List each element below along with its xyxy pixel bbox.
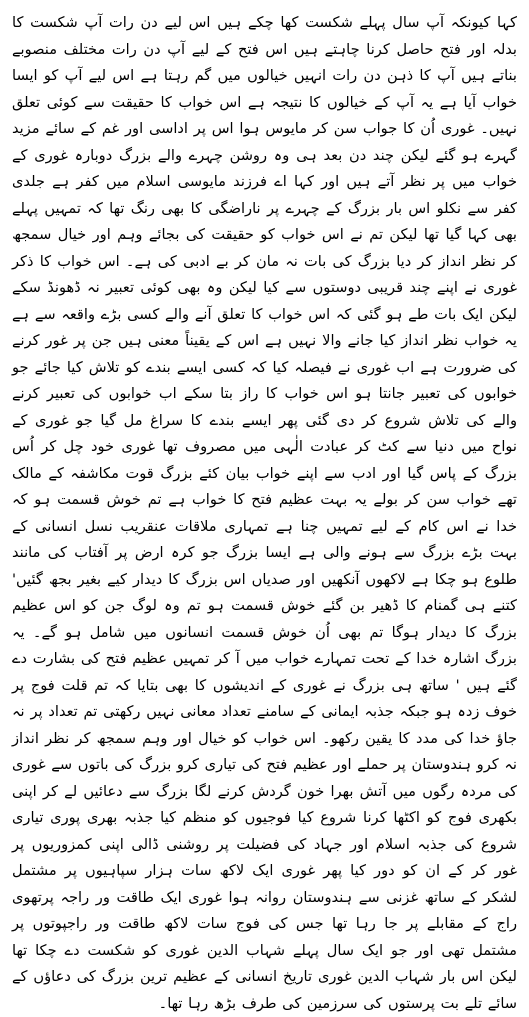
urdu-paragraph: کہا کیونکہ آپ سال پہلے شکست کھا چکے ہیں اس لیے دن رات آپ شکست کا بدلہ اور فتح حاصل کرنا چاہتے ہیں اس فتح کے لیے آپ دن رات مختلف منصوبے بناتے ہیں آپ کا ذہن دن رات انہیں خیالوں میں گم رہتا ہے اس لیے آپ کو ایسا خواب آیا ہے یہ آپ کے خیالوں کا نتیجہ ہے اس خواب کا حقیقت سے کوئی تعلق نہیں۔ غوری اُن کا جواب سن کر مایوس ہوا اس پر اداسی اور غم کے سائے مزید گہرے ہو گئے لیکن چند دن بعد ہی وہ روشن چہرے والے بزرگ دوبارہ غوری کے خواب میں پر نظر آتے ہیں اور کہا اے فرزند مایوسی اسلام میں کفر ہے جلدی کفر سے نکلو اس بار بزرگ کے چہرے پر ناراضگی کا بھی رنگ تھا کہ تمہیں پہلے بھی کہا گیا تھا لیکن تم نے اس خواب کو حقیقت کی بجائے وہم اور خیال سمجھ کر نظر انداز کر دیا بزرگ کی بات نہ مان کر بے ادبی کی ہے۔ اس خواب کا ذکر غوری نے اپنے چند قریبی دوستوں سے کیا لیکن وہ بھی کوئی تعبیر نہ ڈھونڈ سکے لیکن ایک بات طے ہو گئی کہ اس خواب کا تعلق آنے والے کسی بڑے واقعہ سے ہے یہ خواب نظر انداز کیا جانے والا نہیں ہے اس کے یقیناً معنی ہیں جن پر غور کرنے کی ضرورت ہے اب غوری نے فیصلہ کیا کہ کسی ایسے بندے کو تلاش کیا جائے جو خوابوں کی تعبیر جانتا ہو اس خواب کا راز بتا سکے اب خوابوں کی تعبیر کرنے والے کی تلاش شروع کر دی گئی پھر ایسے بندے کا سراغ مل گیا جو غوری کے نواح میں دنیا سے کٹ کر عبادت الٰہی میں مصروف تھا غوری خود چل کر اُس بزرگ کے پاس گیا اور ادب سے اپنے خواب بیان کئے بزرگ قوت مکاشفہ کے مالک تھے خواب سن کر بولے یہ بہت عظیم فتح کا خواب ہے تم خوش قسمت ہو کہ خدا نے اس کام کے لیے تمہیں چنا ہے تمہاری ملاقات عنقریب نسل انسانی کے بہت بڑے بزرگ سے ہونے والی ہے ایسا بزرگ جو کرہ ارض پر آفتاب کی مانند طلوع ہو چکا ہے لاکھوں آنکھیں اور صدیاں اس بزرگ کا دیدار کیے بغیر بجھ گئیں' کتنے ہی گمنام کا ڈھیر بن گئے خوش قسمت ہو تم وہ لوگ جن کو اس عظیم بزرگ کا دیدار ہوگا تم بھی اُن خوش قسمت انسانوں میں شامل ہو گے۔ یہ بزرگ اشارہ خدا کے تحت تمہارے خواب میں آ کر تمہیں عظیم فتح کی بشارت دے گئے ہیں ' ساتھ ہی بزرگ نے غوری کے اندیشوں کا بھی بتایا کہ تم قلت فوج پر خوف زدہ ہو جبکہ جذبہ ایمانی کے سامنے تعداد معانی نہیں رکھتی تم تعداد پر نہ جاؤ خدا کی مدد کا یقین رکھو۔ اس خواب کو خیال اور وہم سمجھ کر نظر انداز نہ کرو ہندوستان پر حملے اور عظیم فتح کی تیاری کرو بزرگ کی باتوں سے غوری کی مردہ رگوں میں آتش بھرا خون گردش کرنے لگا بزرگ سے دعائیں لے کر اپنی بکھری فوج کو اکٹھا کرنا شروع کیا فوجیوں کو منظم کیا جذبہ بھری پوری تیاری شروع کی جذبہ اسلام اور جہاد کی فضیلت پر روشنی ڈالی اپنی کمزوریوں پر غور کر کے ان کو دور کیا پھر غوری ایک لاکھ سات ہزار سپاہیوں پر مشتمل لشکر کے ساتھ غزنی سے ہندوستان روانہ ہوا غوری ایک طاقت ور راجہ پرتھوی راج کے مقابلے پر جا رہا تھا جس کی فوج سات لاکھ طاقت ور راجپوتوں پر مشتمل تھی اور جو ایک سال پہلے شہاب الدین غوری کو شکست دے چکا تھا لیکن اس بار شہاب الدین غوری تاریخ انسانی کے عظیم ترین بزرگ کی دعاؤں کے سائے تلے بت پرستوں کی سرزمین کی طرف بڑھ رہا تھا۔: [12, 14, 517, 1012]
